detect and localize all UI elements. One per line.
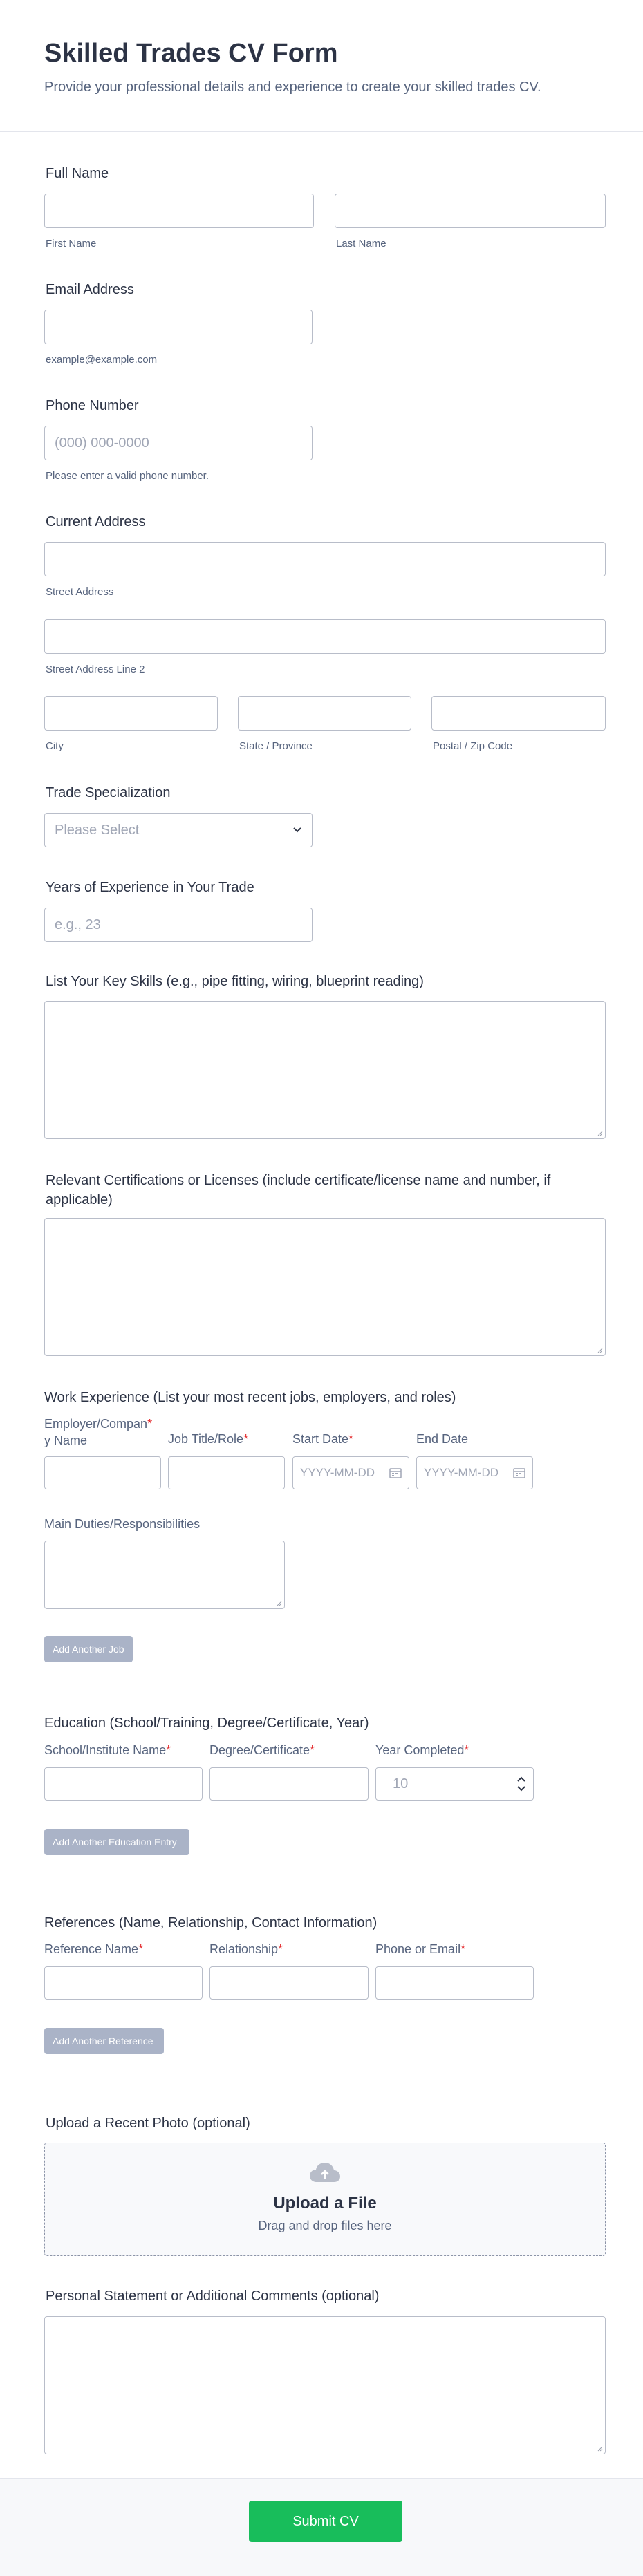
- add-job-button[interactable]: Add Another Job: [44, 1636, 133, 1662]
- submit-button[interactable]: Submit CV: [249, 2501, 402, 2542]
- upload-hint: Drag and drop files here: [258, 2219, 392, 2232]
- photo-label: Upload a Recent Photo (optional): [46, 2116, 250, 2131]
- year-completed-stepper[interactable]: [375, 1767, 534, 1801]
- statement-label: Personal Statement or Additional Comments (optional): [46, 2288, 380, 2304]
- add-reference-button[interactable]: Add Another Reference: [44, 2028, 164, 2054]
- zip-sublabel: Postal / Zip Code: [433, 740, 513, 752]
- state-input[interactable]: [238, 696, 411, 731]
- years-label: Years of Experience in Your Trade: [46, 880, 254, 895]
- employer-input[interactable]: [44, 1456, 161, 1489]
- start-date-input[interactable]: [292, 1456, 409, 1489]
- form-header: [0, 0, 643, 132]
- degree-input[interactable]: [209, 1767, 369, 1801]
- contact-input[interactable]: [375, 1966, 534, 2000]
- email-sublabel: example@example.com: [46, 354, 158, 366]
- duties-textarea[interactable]: [44, 1541, 285, 1609]
- photo-dropzone[interactable]: [44, 2143, 606, 2256]
- job-title-input[interactable]: [168, 1456, 285, 1489]
- resize-grip-icon[interactable]: [275, 1599, 282, 1606]
- skills-textarea[interactable]: [44, 1001, 606, 1139]
- email-label: Email Address: [46, 282, 134, 297]
- employer-column-label: Employer/Compan* y Name: [44, 1417, 153, 1447]
- trade-label: Trade Specialization: [46, 785, 171, 800]
- chevron-down-icon: [292, 827, 302, 834]
- certs-label-line-1: Relevant Certifications or Licenses (include certificate/license name and number, if: [46, 1173, 551, 1188]
- education-label: Education (School/Training, Degree/Certificate, Year): [44, 1715, 369, 1731]
- street-address-2-input[interactable]: [44, 619, 606, 654]
- end-date-placeholder: YYYY-MM-DD: [424, 1466, 498, 1479]
- phone-placeholder: (000) 000-0000: [55, 435, 149, 451]
- relationship-column-label: Relationship*: [209, 1942, 283, 1956]
- cloud-upload-icon: [308, 2161, 342, 2185]
- resize-grip-icon[interactable]: [596, 2445, 603, 2452]
- degree-column-label: Degree/Certificate*: [209, 1743, 315, 1757]
- email-input[interactable]: [44, 310, 313, 344]
- phone-label: Phone Number: [46, 398, 139, 413]
- stepper-arrows-icon[interactable]: [516, 1775, 526, 1793]
- trade-placeholder: Please Select: [55, 822, 140, 838]
- last-name-sublabel: Last Name: [336, 238, 386, 250]
- reference-name-input[interactable]: [44, 1966, 203, 2000]
- add-education-button[interactable]: Add Another Education Entry: [44, 1829, 189, 1855]
- calendar-icon[interactable]: [513, 1467, 525, 1478]
- certs-textarea[interactable]: [44, 1218, 606, 1356]
- phone-input[interactable]: [44, 426, 313, 460]
- reference-name-column-label: Reference Name*: [44, 1942, 144, 1956]
- form-title: Skilled Trades CV Form: [44, 39, 338, 68]
- relationship-input[interactable]: [209, 1966, 369, 2000]
- start-date-column-label: Start Date*: [292, 1432, 354, 1446]
- end-date-input[interactable]: [416, 1456, 533, 1489]
- school-input[interactable]: [44, 1767, 203, 1801]
- calendar-icon[interactable]: [389, 1467, 402, 1478]
- skills-label: List Your Key Skills (e.g., pipe fitting, wiring, blueprint reading): [46, 974, 424, 989]
- references-label: References (Name, Relationship, Contact Information): [44, 1915, 378, 1930]
- resize-grip-icon[interactable]: [596, 1346, 603, 1353]
- address-label: Current Address: [46, 514, 146, 529]
- full-name-label: Full Name: [46, 166, 109, 181]
- trade-select[interactable]: [44, 813, 313, 847]
- years-placeholder: e.g., 23: [55, 916, 101, 932]
- street-address-input[interactable]: [44, 542, 606, 576]
- contact-column-label: Phone or Email*: [375, 1942, 466, 1956]
- duties-label: Main Duties/Responsibilities: [44, 1517, 201, 1531]
- year-completed-column-label: Year Completed*: [375, 1743, 469, 1757]
- state-sublabel: State / Province: [239, 740, 313, 752]
- city-input[interactable]: [44, 696, 218, 731]
- first-name-sublabel: First Name: [46, 238, 97, 250]
- year-placeholder: 10: [393, 1776, 409, 1792]
- start-date-placeholder: YYYY-MM-DD: [300, 1466, 375, 1479]
- resize-grip-icon[interactable]: [596, 1129, 603, 1136]
- phone-sublabel: Please enter a valid phone number.: [46, 470, 209, 482]
- job-title-column-label: Job Title/Role*: [168, 1432, 249, 1446]
- city-sublabel: City: [46, 740, 64, 752]
- certs-label-line-2: applicable): [46, 1192, 113, 1207]
- work-label: Work Experience (List your most recent jobs, employers, and roles): [44, 1390, 456, 1405]
- zip-input[interactable]: [431, 696, 606, 731]
- first-name-input[interactable]: [44, 194, 314, 228]
- years-input[interactable]: [44, 908, 313, 942]
- form-subtitle: Provide your professional details and experience to create your skilled trades CV.: [44, 79, 541, 95]
- end-date-column-label: End Date: [416, 1432, 469, 1446]
- statement-textarea[interactable]: [44, 2316, 606, 2454]
- street-address-2-sublabel: Street Address Line 2: [46, 664, 145, 675]
- school-column-label: School/Institute Name*: [44, 1743, 171, 1757]
- last-name-input[interactable]: [335, 194, 606, 228]
- upload-title: Upload a File: [273, 2194, 377, 2212]
- certs-label: [46, 1171, 606, 1210]
- street-address-sublabel: Street Address: [46, 586, 114, 598]
- form-footer: [0, 2478, 643, 2576]
